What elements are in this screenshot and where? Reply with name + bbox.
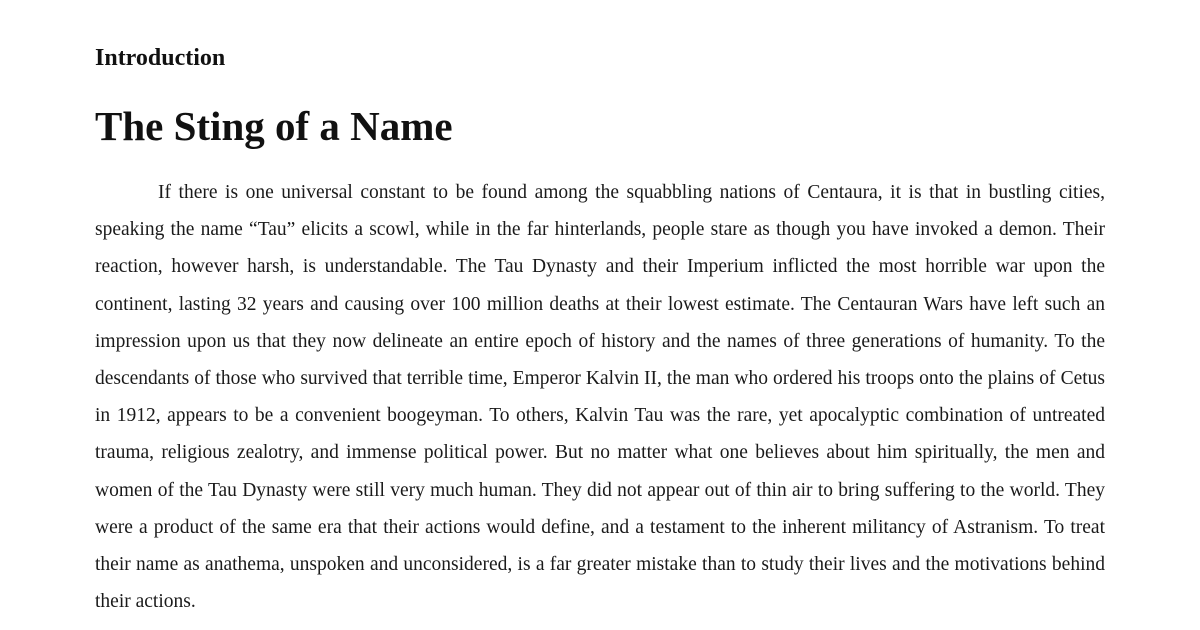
page-title: The Sting of a Name	[95, 103, 453, 149]
body-paragraph: If there is one universal constant to be found among the squabbling nations of Centaura, it is that in bustling cities, speaking the name “Tau” elicits a scowl, while in the far hinterlands, people stare as though you have invoked a demon. Their reaction, however harsh, is understandable. The Tau Dynasty and their Imperium inflicted the most horrible war upon the continent, lasting 32 years and causing over 100 million deaths at their lowest estimate. The Centauran Wars have left such an impression upon us that they now delineate an entire epoch of history and the names of three generations of humanity. To the descendants of those who survived that terrible time, Emperor Kalvin II, the man who ordered his troops onto the plains of Cetus in 1912, appears to be a convenient boogeyman. To others, Kalvin Tau was the rare, yet apocalyptic combination of untreated trauma, religious zealotry, and immense political power. But no matter what one believes about him spiritually, the men and women of the Tau Dynasty were still very much human. They did not appear out of thin air to bring suffering to the world. They were a product of the same era that their actions would define, and a testament to the inherent militancy of Astranism. To treat their name as anathema, unspoken and unconsidered, is a far greater mistake than to study their lives and the motivations behind their actions.	[95, 182, 1105, 613]
section-label: Introduction	[95, 45, 226, 71]
